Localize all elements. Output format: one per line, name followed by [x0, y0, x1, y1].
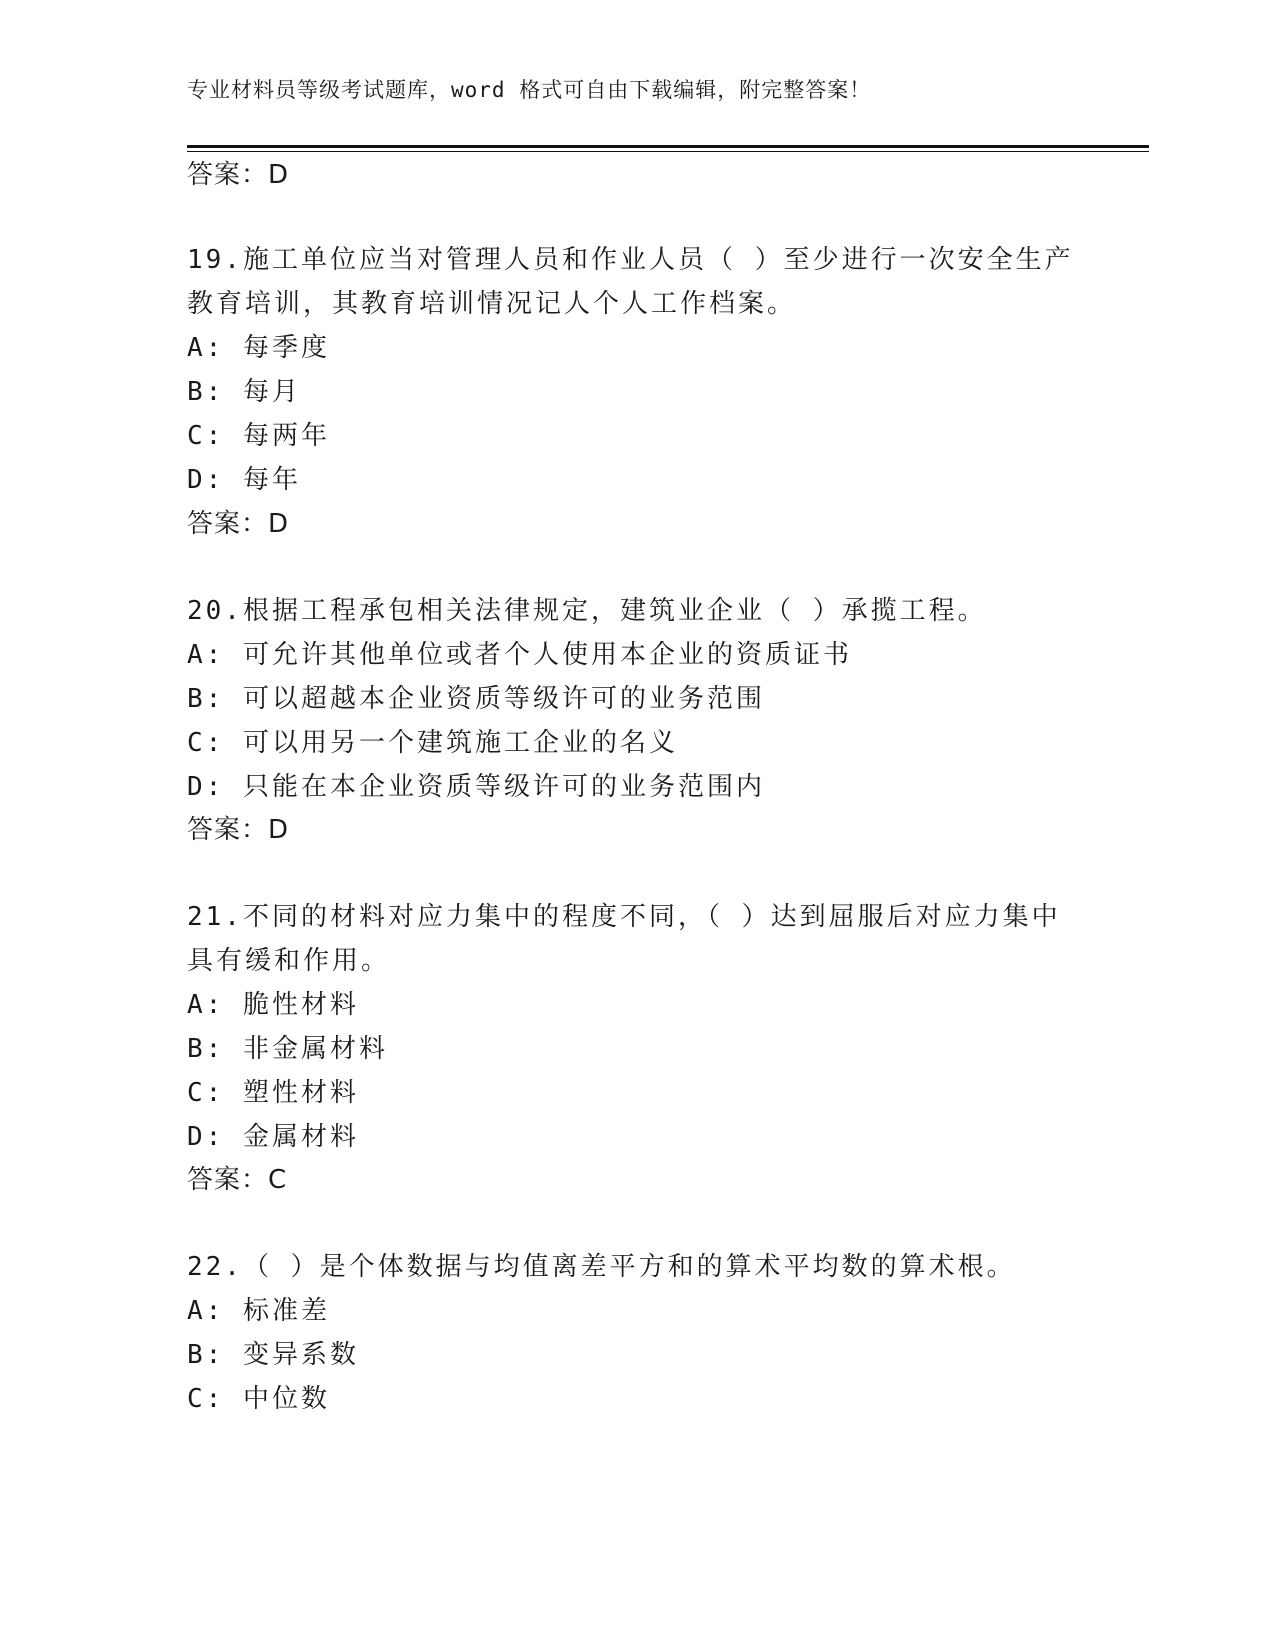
q21-option-b: B: 非金属材料: [187, 1034, 388, 1064]
q22-option-a: A: 标准差: [187, 1296, 330, 1326]
q22-stem-line1: 22.（ ）是个体数据与均值离差平方和的算术平均数的算术根。: [187, 1252, 1016, 1282]
q21-answer: 答案：C: [187, 1165, 288, 1195]
q20-option-c: C: 可以用另一个建筑施工企业的名义: [187, 728, 678, 758]
q20-option-a: A: 可允许其他单位或者个人使用本企业的资质证书: [187, 640, 852, 670]
q20-answer: 答案：D: [187, 815, 290, 845]
q19-stem-line1: 19.施工单位应当对管理人员和作业人员（ ）至少进行一次安全生产: [187, 245, 1074, 275]
q18-answer: 答案：D: [187, 160, 290, 190]
q19-answer: 答案：D: [187, 509, 290, 539]
q19-stem-line2: 教育培训，其教育培训情况记人个人工作档案。: [187, 289, 797, 319]
header-rule-thin: [187, 151, 1149, 152]
q20-stem-line1: 20.根据工程承包相关法律规定，建筑业企业（ ）承揽工程。: [187, 596, 987, 626]
q22-option-c: C: 中位数: [187, 1384, 330, 1414]
q20-option-b: B: 可以超越本企业资质等级许可的业务范围: [187, 684, 765, 714]
q21-option-a: A: 脆性材料: [187, 990, 359, 1020]
q19-option-a: A: 每季度: [187, 333, 330, 363]
q20-option-d: D: 只能在本企业资质等级许可的业务范围内: [187, 772, 765, 802]
q19-option-c: C: 每两年: [187, 421, 330, 451]
page-header: 专业材料员等级考试题库，word 格式可自由下载编辑，附完整答案！: [187, 78, 872, 102]
q21-option-d: D: 金属材料: [187, 1122, 359, 1152]
q19-option-b: B: 每月: [187, 377, 301, 407]
q21-stem-line1: 21.不同的材料对应力集中的程度不同，（ ）达到屈服后对应力集中: [187, 902, 1061, 932]
q22-option-b: B: 变异系数: [187, 1340, 359, 1370]
q21-option-c: C: 塑性材料: [187, 1078, 359, 1108]
q19-option-d: D: 每年: [187, 465, 301, 495]
q21-stem-line2: 具有缓和作用。: [187, 946, 391, 976]
header-rule-thick: [187, 145, 1149, 148]
